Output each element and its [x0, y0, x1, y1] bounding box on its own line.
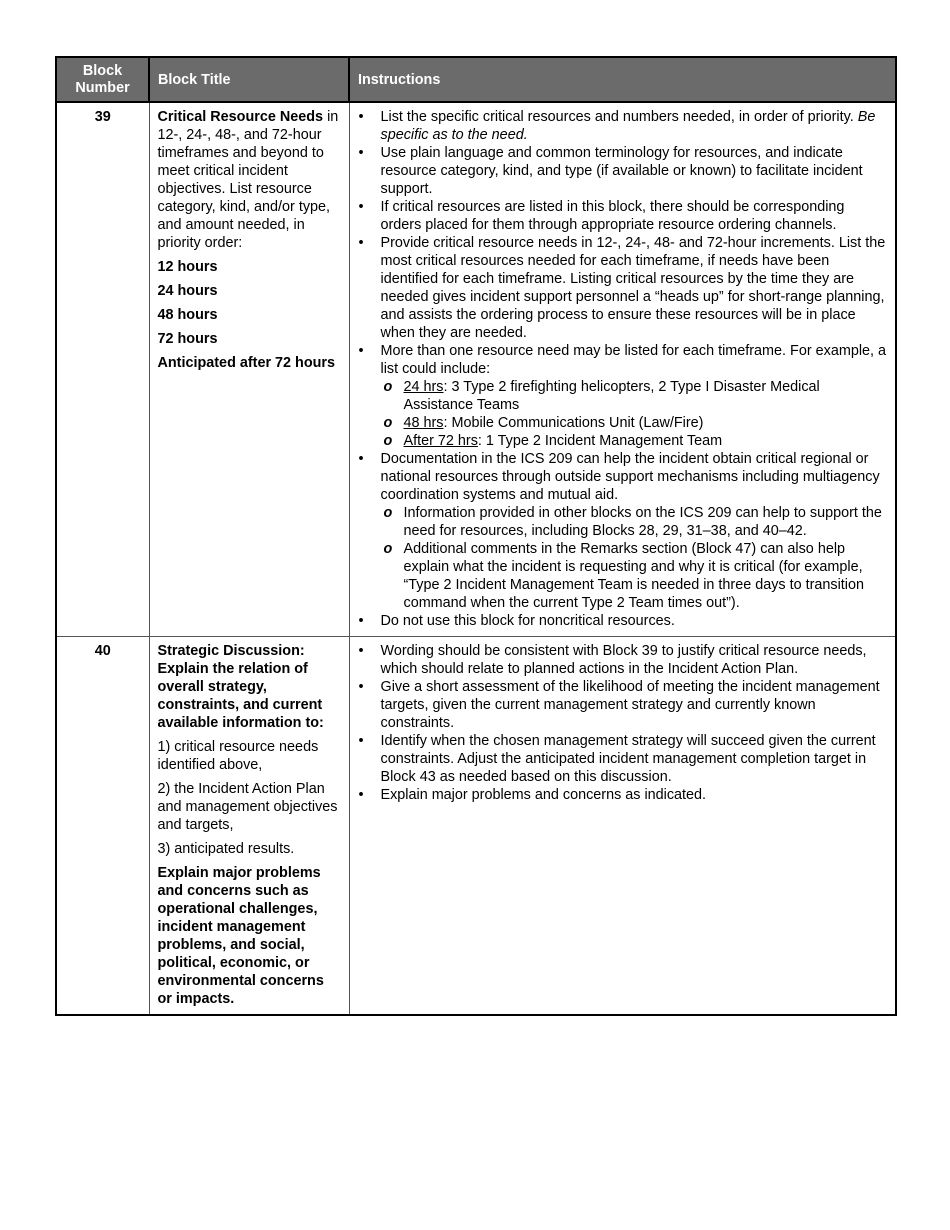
list-item: • Provide critical resource needs in 12-, 24-, 48- and 72-hour increments. List the most critical resources needed for each timeframe, if needs have been identified for each timeframe. Listing critical resources by the time they are needed gives incident support personnel a “heads up” for short-range planning, and assists the ordering process to ensure these resources will be in place when they are needed.: [358, 234, 888, 342]
list-item: • Identify when the chosen management strategy will succeed given the current constraints. Adjust the anticipated incident management completion target in Block 43 as needed based on this discussion.: [358, 732, 888, 786]
list-item: • Explain major problems and concerns as indicated.: [358, 786, 888, 804]
block-title-cell: [149, 637, 349, 1016]
block-title-description: [158, 108, 341, 252]
list-item: • List the specific critical resources and numbers needed, in order of priority. Be specific as to the need.: [358, 108, 888, 144]
period-24: 24 hours: [157, 283, 218, 299]
block-title-item: 3) anticipated results.: [157, 841, 295, 857]
header-block-number: Block Number: [56, 57, 149, 102]
block-title-text: in 12-, 24-, 48-, and 72-hour timeframes and beyond to meet critical incident objectives. List resource category, kind, and/or type, and amount needed, in priority order:: [157, 109, 339, 251]
block-title-item: 2) the Incident Action Plan and management objectives and targets,: [157, 781, 338, 833]
header-block-title: Block Title: [149, 57, 349, 102]
instructions-cell: [349, 102, 896, 637]
list-item: • More than one resource need may be listed for each timeframe. For example, a list could include: o 24 hrs: 3 Type 2 firefighting helicopters, 2 Type I Disaster Medical Assistance Teams o 48 hrs: Mobile Communications Unit (Law/Fire) o After 72 hrs: 1 Type 2 Incident Management Team: [358, 342, 888, 450]
sub-list-item: o After 72 hrs: 1 Type 2 Incident Management Team: [381, 432, 888, 450]
list-item: • If critical resources are listed in this block, there should be corresponding orders placed for them through appropriate resource ordering channels.: [358, 198, 888, 234]
table-row: [56, 102, 896, 637]
period-12: 12 hours: [157, 259, 218, 275]
period-72: 72 hours: [157, 331, 218, 347]
example-sublist: [381, 378, 888, 450]
sub-list-item: o 24 hrs: 3 Type 2 firefighting helicopters, 2 Type I Disaster Medical Assistance Teams: [381, 378, 888, 414]
list-item: • Documentation in the ICS 209 can help the incident obtain critical regional or national resources through outside support mechanisms including multiagency coordination systems and mutual aid. o Information provided in other blocks on the ICS 209 can help to support the need for resources, including Blocks 28, 29, 31–38, and 40–42. o Additional comments in the Remarks section (Block 47) can also help explain what the incident is requesting and why it is critical (for example, “Type 2 Incident Management Team is needed in three days to transition command when the current Type 2 Team times out”).: [358, 450, 888, 612]
period-after-72: Anticipated after 72 hours: [157, 355, 336, 371]
block-title-item: 1) critical resource needs identified above,: [157, 739, 319, 773]
table-row: [56, 637, 896, 1016]
list-item: • Do not use this block for noncritical resources.: [358, 612, 888, 630]
block-number: 40: [56, 637, 149, 1016]
block-title-heading-2: Explain major problems and concerns such as operational challenges, incident management problems, and social, political, economic, or environmental concerns or impacts.: [157, 865, 324, 1007]
list-item: • Give a short assessment of the likelihood of meeting the incident management targets, given the current management strategy and currently known constraints.: [358, 678, 888, 732]
block-title-heading: Strategic Discussion: Explain the relation of overall strategy, constraints, and current available information to:: [157, 643, 324, 731]
sub-list-item: o Information provided in other blocks on the ICS 209 can help to support the need for resources, including Blocks 28, 29, 31–38, and 40–42.: [381, 504, 888, 540]
instruction-list: [358, 642, 888, 804]
sub-list-item: o 48 hrs: Mobile Communications Unit (Law/Fire): [381, 414, 888, 432]
table-header-row: [56, 57, 896, 102]
header-instructions: Instructions: [349, 57, 896, 102]
block-title-heading: Critical Resource Needs: [157, 109, 324, 125]
period-48: 48 hours: [157, 307, 218, 323]
instruction-list: [358, 108, 888, 630]
instructions-cell: [349, 637, 896, 1016]
sub-list-item: o Additional comments in the Remarks section (Block 47) can also help explain what the incident is requesting and why it is critical (for example, “Type 2 Incident Management Team is needed in three days to transition command when the current Type 2 Team times out”).: [381, 540, 888, 612]
block-title-cell: [149, 102, 349, 637]
block-number: 39: [56, 102, 149, 637]
list-item: • Wording should be consistent with Block 39 to justify critical resource needs, which should relate to planned actions in the Incident Action Plan.: [358, 642, 888, 678]
instructions-table: [55, 56, 897, 1016]
list-item: • Use plain language and common terminology for resources, and indicate resource category, kind, and type (if available or known) to facilitate incident support.: [358, 144, 888, 198]
documentation-sublist: [381, 504, 888, 612]
